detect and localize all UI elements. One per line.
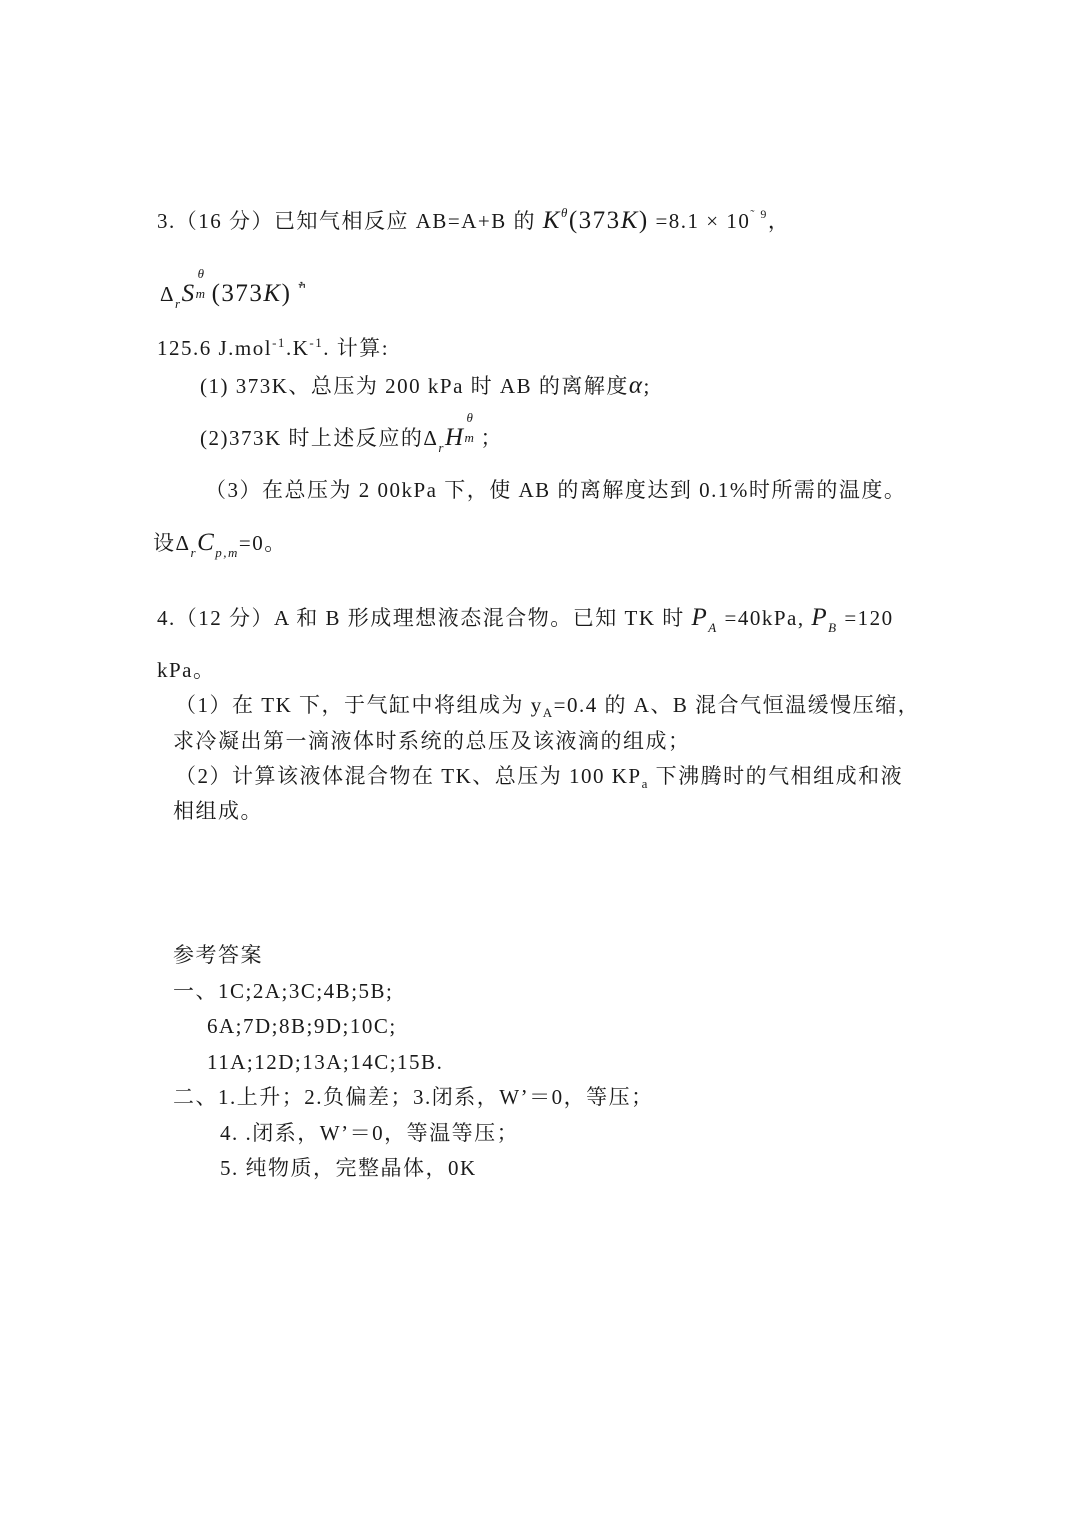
answers-section2-line2: 4. .闭系，W’＝0，等温等压；	[220, 1121, 520, 1145]
q4-line1: 4.（12 分）A 和 B 形成理想液态混合物。已知 TK 时 $P_A =40kPa$, $P_B =120$	[157, 604, 894, 635]
q4-item2: （2）计算该液体混合物在 TK、总压为 100 $KP_a$ 下沸腾时的气相组成和液	[175, 764, 904, 792]
answers-section2-line3: 5. 纯物质，完整晶体，0K	[220, 1156, 477, 1180]
q3-item3: （3）在总压为 2 00kPa 下，使 AB 的离解度达到 0.1%时所需的温度。	[205, 478, 907, 502]
q3-line1: 3.（16 分）已知气相反应 AB=A+B 的 $K^\theta(373K) =8.1 \times 10^{˜ 9}$，	[157, 205, 791, 234]
q3-item2: (2)373K 时上述反应的$\Delta_rH$ θ m ；	[200, 410, 504, 455]
answers-section1-line1: 一、1C;2A;3C;4B;5B;	[173, 979, 394, 1003]
answers-section2-line1: 二、1.上升；2.负偏差；3.闭系，W’＝0，等压；	[173, 1085, 654, 1109]
answers-section1-line2: 6A;7D;8B;9D;10C;	[207, 1014, 397, 1038]
q4-item2-cont: 相组成。	[173, 799, 263, 823]
q4-line2: kPa。	[157, 658, 216, 682]
q4-item1-cont: 求冷凝出第一滴液体时系统的总压及该液滴的组成；	[173, 729, 691, 753]
answers-title: 参考答案	[173, 943, 263, 967]
q3-line2-entropy: $\Delta_rS$ θ m (373K) $^ׯ$	[160, 266, 308, 311]
q3-line3-value: 125.6 $J.mol^{-1}.K^{-1}$. 计算:	[157, 335, 390, 360]
q3-item1: (1) 373K、总压为 200 kPa 时 AB 的离解度α;	[200, 372, 651, 399]
answers-section1-line3: 11A;12D;13A;14C;15B.	[207, 1050, 444, 1074]
q3-assumption: 设$\Delta_rC_{p,m}=0$。	[153, 529, 287, 560]
q4-item1: （1）在 TK 下，于气缸中将组成为 $y_A=0.4$ 的 A、B 混合气恒温缓慢压缩，	[175, 693, 921, 721]
